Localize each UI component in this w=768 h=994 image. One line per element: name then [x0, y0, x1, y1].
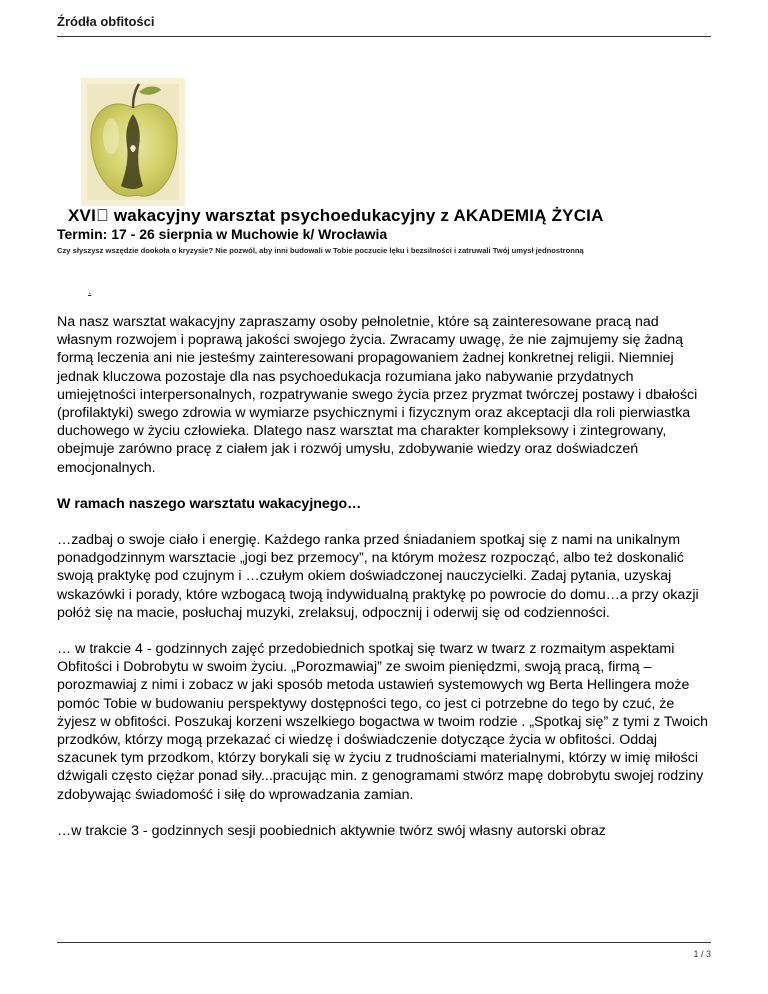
page-footer [57, 942, 711, 959]
paragraph-afternoon: …w trakcie 3 - godzinnych sesji poobiednich aktywnie twórz swój własny autorski obraz [57, 822, 606, 839]
section-heading: W ramach naszego warsztatu wakacyjnego… [57, 495, 362, 512]
page-number: 1 / 3 [693, 949, 711, 959]
page-header-title: Źródła obfitości [57, 14, 155, 29]
workshop-term: Termin: 17 - 26 sierpnia w Muchowie k/ Wrocławia [57, 226, 388, 242]
dot-link[interactable]: . [88, 283, 92, 297]
lead-text: Czy słyszysz wszędzie dookoła o kryzysie? Nie pozwól, aby inni budowali w Tobie poczucie lęku i bezsilności i zatruwali Twój umysł jednostronną [57, 246, 584, 255]
article-body [57, 313, 712, 858]
page-header [57, 14, 711, 37]
paragraph-intro: Na nasz warsztat wakacyjny zapraszamy osoby pełnoletnie, które są zainteresowane pracą nad własnym rozwojem i poprawą jakości swojego życia. Zwracamy uwagę, że nie zajmujemy się żadną formą leczenia ani nie jesteśmy zainteresowani propagowaniem żadnej konkretnej religii. Niemniej jednak kluczowa pozostaje dla nas psychoedukacja rozumiana jako nabywanie przydatnych umiejętności interpersonalnych, rozpatrywanie swego życia przez pryzmat twórczej postawy i dbałości (profilaktyki) swego zdrowia w wymiarze psychicznymi i fizycznym oraz akceptacji dla roli pierwiastka duchowego w życiu człowieka. Dlatego nasz warsztat ma charakter kompleksowy i zintegrowany, obejmuje zarówno pracę z ciałem jak i rozwój umysłu, zdobywanie wiedzy oraz doświadczeń emocjonalnych. [57, 314, 698, 476]
paragraph-morning: … w trakcie 4 - godzinnych zajęć przedobiednich spotkaj się twarz w twarz z rozmaitym aspektami Obfitości i Dobrobytu w swoim życiu. „Porozmawiaj” ze swoim pieniędzmi, swoją pracą, firmą – porozmawiaj z nimi i zobacz w jaki sposób metoda ustawień systemowych wg Berta Hellingera może pomóc Tobie w budowaniu perspektywy dostępności tego, co jest ci potrzebne do tego by czuć, że żyjesz w obfitości. Poszukaj korzeni wszelkiego bogactwa w twoim rodzie . „Spotkaj się” z tymi z Twoich przodków, którzy mogą przekazać ci wiedzę i doświadczenie dotyczące życia w obfitości. Oddaj szacunek tym przodkom, którzy borykali się w życiu z trudnościami materialnymi, którzy w imię miłości dźwigali często ciężar ponad siły...pracując min. z genogramami stwórz mapę dobrobytu swojej rodziny zdobywając świadomość i siłę do wprowadzania zamian. [57, 641, 709, 803]
apple-illustration [81, 78, 185, 206]
paragraph-yoga: …zadbaj o swoje ciało i energię. Każdego ranka przed śniadaniem spotkaj się z nami na unikalnym ponadgodzinnym warsztacie „jogi bez przemocy”, na którym możesz rozpocząć, albo też doskonalić swoją praktykę pod czujnym i …czułym okiem doświadczonej nauczycielki. Zadaj pytania, uzyskaj wskazówki i porady, które wzbogacą twoją indywidualną praktykę po powrocie do domu…a przy okazji połóż się na macie, posłuchaj muzyki, zrelaksuj, odpocznij i oderwij się od codzienności. [57, 532, 699, 621]
workshop-title: XVI  wakacyjny warsztat psychoedukacyjny z AKADEMIĄ ŻYCIA [68, 206, 604, 225]
